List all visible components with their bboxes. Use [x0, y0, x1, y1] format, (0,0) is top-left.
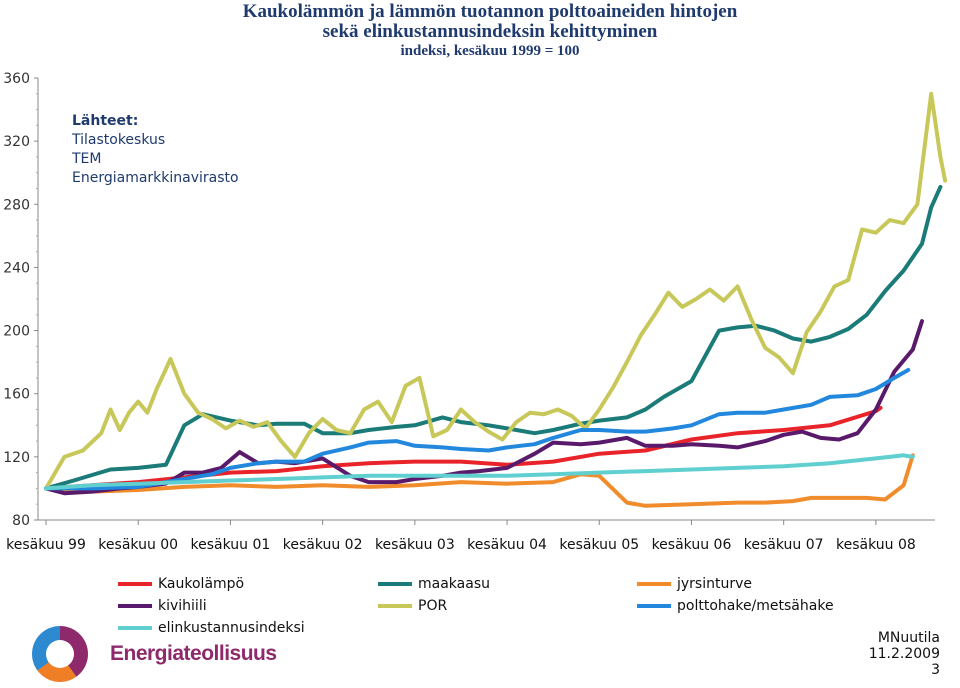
- chart-title-line1: Kaukolämmön ja lämmön tuotannon polttoaineiden hintojen: [242, 1, 738, 22]
- legend-label: kivihiili: [158, 598, 207, 614]
- legend-label: elinkustannusindeksi: [158, 620, 305, 636]
- y-tick-label: 280: [3, 197, 30, 214]
- legend-swatch: [378, 582, 412, 586]
- y-tick-label: 80: [12, 513, 30, 529]
- y-tick-label: 360: [3, 71, 30, 87]
- x-tick-label: kesäkuu 03: [374, 537, 455, 553]
- y-tick-label: 240: [3, 260, 30, 277]
- sources-box: [72, 112, 239, 188]
- author-date: 11.2.2009: [868, 646, 940, 662]
- y-tick-label: 160: [3, 386, 30, 403]
- x-tick-label: kesäkuu 01: [190, 537, 271, 553]
- author-name: MNuutila: [877, 630, 940, 646]
- legend-item: [637, 576, 752, 596]
- page-number: 3: [931, 662, 940, 678]
- x-tick-label: kesäkuu 08: [835, 537, 916, 553]
- legend-label: jyrsinturve: [677, 576, 753, 592]
- x-tick-label: kesäkuu 06: [651, 537, 732, 553]
- chart-title-line2: sekä elinkustannusindeksin kehittyminen: [322, 21, 658, 42]
- legend-item: [118, 598, 207, 618]
- legend-label: POR: [418, 598, 448, 614]
- legend-item: [378, 598, 447, 618]
- x-tick-label: kesäkuu 07: [743, 537, 824, 553]
- source-item: TEM: [72, 151, 102, 167]
- legend-label: maakaasu: [418, 576, 490, 592]
- y-tick-label: 200: [3, 323, 30, 340]
- x-tick-label: kesäkuu 99: [6, 537, 86, 553]
- legend-item: [378, 576, 490, 596]
- sources-heading: Lähteet:: [72, 113, 139, 129]
- legend-swatch: [378, 604, 412, 608]
- source-item: Energiamarkkinavirasto: [72, 170, 239, 186]
- logo-circle-icon: [32, 626, 88, 682]
- legend-swatch: [118, 582, 152, 586]
- x-tick-label: kesäkuu 02: [282, 537, 363, 553]
- source-item: Tilastokeskus: [72, 132, 166, 148]
- chart-subtitle: indeksi, kesäkuu 1999 = 100: [400, 43, 580, 59]
- legend-label: polttohake/metsähake: [677, 598, 834, 614]
- legend-swatch: [118, 604, 152, 608]
- legend-item: [637, 598, 834, 618]
- legend-swatch: [637, 582, 671, 586]
- legend-swatch: [637, 604, 671, 608]
- legend-label: Kaukolämpö: [158, 576, 245, 592]
- x-tick-label: kesäkuu 04: [467, 537, 547, 553]
- author-block: [869, 630, 940, 678]
- y-tick-label: 120: [3, 449, 30, 466]
- y-tick-label: 320: [3, 134, 30, 151]
- legend-item: [118, 576, 244, 596]
- logo-text: Energiateollisuus: [110, 642, 277, 665]
- x-tick-label: kesäkuu 05: [559, 537, 640, 553]
- x-tick-label: kesäkuu 00: [98, 537, 179, 553]
